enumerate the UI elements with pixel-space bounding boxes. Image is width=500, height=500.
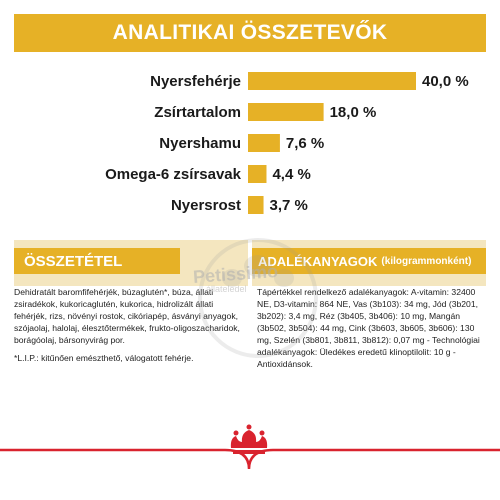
category-label: Nyershamu xyxy=(159,135,241,152)
value-label: 4,4 % xyxy=(272,166,311,183)
value-label: 18,0 % xyxy=(329,104,377,121)
additives-text: Tápértékkel rendelkező adalékanyagok: A-vitamin: 32400 NE, D3-vitamin: 864 NE, Vas (3b103): 34 mg, Jód (3b201, 3b202): 3,4 mg, Réz (3b405, 3b406): 10 mg, Mangán (3b502, 3b504): 44 mg, Cink (3b603, 3b605, 3b606): 130 mg, Szelén (3b801, 3b811, 3b812): 0,07 mg - Technológiai adalékanyagok: Üledékes eredetű klinoptilolit: 10 g - Antioxidánsok. xyxy=(257,287,480,369)
value-label: 40,0 % xyxy=(422,73,469,90)
additives-subtitle: (kilogrammonként) xyxy=(381,255,472,267)
category-label: Nyersfehérje xyxy=(150,73,241,90)
bar xyxy=(248,196,264,214)
category-label: Omega-6 zsírsavak xyxy=(105,166,241,183)
analytical-bar-chart xyxy=(0,60,500,230)
page-title: ANALITIKAI ÖSSZETEVŐK xyxy=(112,21,388,44)
value-label: 3,7 % xyxy=(269,197,308,214)
composition-note: *L.I.P.: kitűnően emészthető, válogatott fehérje. xyxy=(14,353,194,363)
bar xyxy=(248,103,324,121)
watermark-subtext: állateledel xyxy=(206,284,247,294)
composition-heading xyxy=(14,248,180,274)
category-label: Nyersrost xyxy=(170,197,241,214)
bar xyxy=(248,72,416,90)
watermark-text: Petissimo xyxy=(192,261,279,287)
additives-title: ADALÉKANYAGOK xyxy=(258,253,378,269)
composition-text: Dehidratált baromfifehérjék, búzaglutén*, búza, állati zsiradékok, kukoricaglutén, kukorica, hidrolizált állati fehérjék, rizs, növényi rostok, cikóriapép, ásványi anyagok, szójaolaj, halolaj, élesztőtermékek, frukto-oligoszacharidok, borágóolaj, bársonyvirág por. xyxy=(14,287,240,345)
royal-canin-crown-icon xyxy=(226,424,272,458)
bar xyxy=(248,165,266,183)
bar xyxy=(248,134,280,152)
watermark-paw-icon xyxy=(188,226,328,366)
composition-title: ÖSSZETÉTEL xyxy=(24,252,123,270)
value-label: 7,6 % xyxy=(285,135,325,152)
title-bar xyxy=(14,14,486,52)
category-label: Zsírtartalom xyxy=(154,104,241,121)
